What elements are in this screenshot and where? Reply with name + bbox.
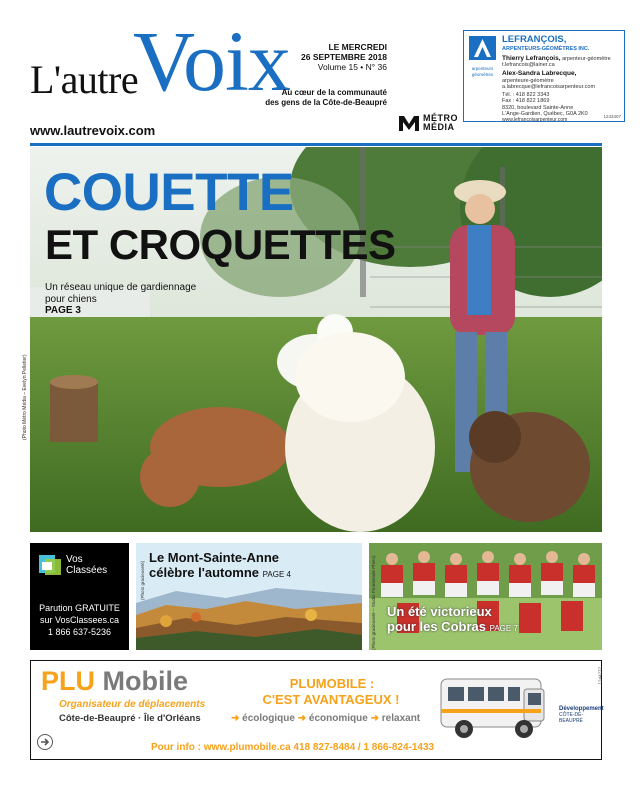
surveyor-a-icon [469, 36, 496, 60]
msa-title-2-row [149, 565, 291, 582]
dev-cote-de-beaupre-logo [559, 706, 604, 724]
subhead-page: PAGE 3 [45, 305, 81, 316]
plu-region: Côte-de-Beaupré · Île d'Orléans [59, 713, 201, 724]
msa-title [149, 550, 291, 582]
person-1 [502, 55, 611, 62]
subhead-text: Un réseau unique de gardiennage pour chiens [45, 282, 197, 305]
vos-classees-icon [39, 553, 63, 577]
teaser-cobras[interactable] [369, 543, 602, 650]
plu-contact[interactable]: Pour info : www.plumobile.ca 418 827-8484 / 1 866-824-1433 [151, 742, 435, 753]
plu-org: Organisateur de déplacements [59, 699, 206, 710]
tagline [237, 88, 387, 107]
issue-volume: Volume 15 • N° 36 [317, 62, 387, 72]
teaser-mont-sainte-anne[interactable] [136, 543, 362, 650]
fax: Fax : 418 822 1869 [502, 98, 550, 104]
firm-name: LEFRANÇOIS, [502, 34, 567, 45]
metro-media-logo [398, 114, 458, 132]
photo-credit: (Photo Métro Média – Evelyn Pelletier) [22, 354, 28, 440]
arrow-right-icon [37, 734, 53, 750]
metro-m-icon [398, 114, 420, 132]
plumobile-logo [41, 666, 188, 697]
tagline-line-1: Au cœur de la communauté [281, 88, 387, 97]
arrow-icon: ➜ [231, 713, 240, 724]
dev-1: Développement [559, 706, 604, 712]
person-1-role: arpenteur-géomètre [562, 56, 611, 62]
plu-code: 1244272 [598, 667, 603, 685]
msa-title-1: Le Mont-Sainte-Anne [149, 550, 279, 565]
masthead-voix: Voix [133, 13, 290, 109]
plu-word-1: écologique [242, 713, 295, 724]
metro-text-1: MÉTRO [423, 113, 458, 123]
vos-line-1: Parution GRATUITE [39, 603, 120, 613]
cobras-title-2-row [387, 619, 518, 636]
person-2-name: Alex-Sandra Labrecque, [502, 70, 577, 77]
headline-2: ET CROQUETTES [45, 221, 396, 268]
vos-classees-name [66, 554, 107, 576]
person-1-email: t.lefrancois@lainer.ca [502, 62, 555, 68]
cobras-title-2: pour les Cobras [387, 619, 486, 634]
msa-page: PAGE 4 [262, 570, 291, 579]
lefrancois-logo [469, 36, 496, 77]
dev-2: CÔTE-DE-BEAUPRÉ [559, 712, 584, 724]
cobras-page: PAGE 7 [489, 624, 518, 633]
cobras-credit: (Photo gracieuseté – Studio Promenade Photo) [371, 555, 376, 650]
arrow-icon: ➜ [297, 713, 307, 724]
logo-sub-2: géomètres [471, 72, 494, 77]
bus-icon [436, 669, 556, 745]
plu-word-2: économique [308, 713, 368, 724]
arrow-icon: ➜ [370, 713, 379, 724]
ad-code: 1243407 [603, 114, 621, 119]
msa-credit: (Photo gracieuseté) [140, 560, 145, 600]
plu-word-3: relaxant [381, 713, 421, 724]
headline-1: COUETTE [44, 163, 294, 222]
web: www.lefrancoisarpenteur.com [502, 117, 568, 123]
logo-sub-1: arpenteurs [471, 66, 494, 71]
firm-sub: ARPENTEURS-GÉOMÈTRES INC. [502, 46, 590, 52]
cobras-title-1: Un été victorieux [387, 604, 492, 619]
plu-logo-plu: PLU [41, 666, 95, 696]
tagline-line-2: des gens de la Côte-de-Beaupré [265, 97, 387, 107]
vos-name-1: Vos [66, 554, 83, 565]
website-url[interactable]: www.lautrevoix.com [30, 123, 156, 138]
vos-line-2: sur VosClassees.ca [39, 615, 120, 625]
ad-plumobile[interactable] [30, 660, 602, 760]
address-2: L'Ange-Gardien, Québec, G0A 2K0 [502, 111, 588, 117]
plu-words [231, 713, 420, 724]
person-2-email: a.labrecque@lefrancoisarpenteur.com [502, 84, 596, 90]
person-2-role: arpenteure-géomètre [502, 78, 554, 84]
person-2 [502, 70, 576, 77]
ad-vos-classees[interactable] [30, 543, 129, 650]
plu-logo-mobile: Mobile [102, 666, 189, 696]
person-1-name: Thierry Lefrançois, [502, 55, 561, 62]
address-1: 8320, boulevard Sainte-Anne [502, 105, 574, 111]
issue-info [257, 42, 387, 72]
issue-day: LE MERCREDI [328, 42, 387, 52]
ad-lefrancois[interactable] [463, 30, 625, 122]
plu-slogan-1: PLUMOBILE : [289, 676, 375, 691]
metro-text-2: MÉDIA [423, 122, 455, 132]
tel: Tél. : 418 822 3343 [502, 92, 550, 98]
vos-line-3: 1 866 637-5236 [47, 627, 112, 637]
subhead[interactable] [45, 282, 205, 317]
issue-date: 26 SEPTEMBRE 2018 [301, 52, 387, 62]
plu-slogan-2: C'EST AVANTAGEUX ! [262, 692, 400, 707]
msa-title-2: célèbre l'automne [149, 565, 260, 580]
cobras-title [387, 604, 518, 636]
vos-name-2: Classées [66, 565, 108, 576]
masthead-lautre: L'autre [30, 57, 139, 102]
masthead-rule [30, 143, 602, 146]
